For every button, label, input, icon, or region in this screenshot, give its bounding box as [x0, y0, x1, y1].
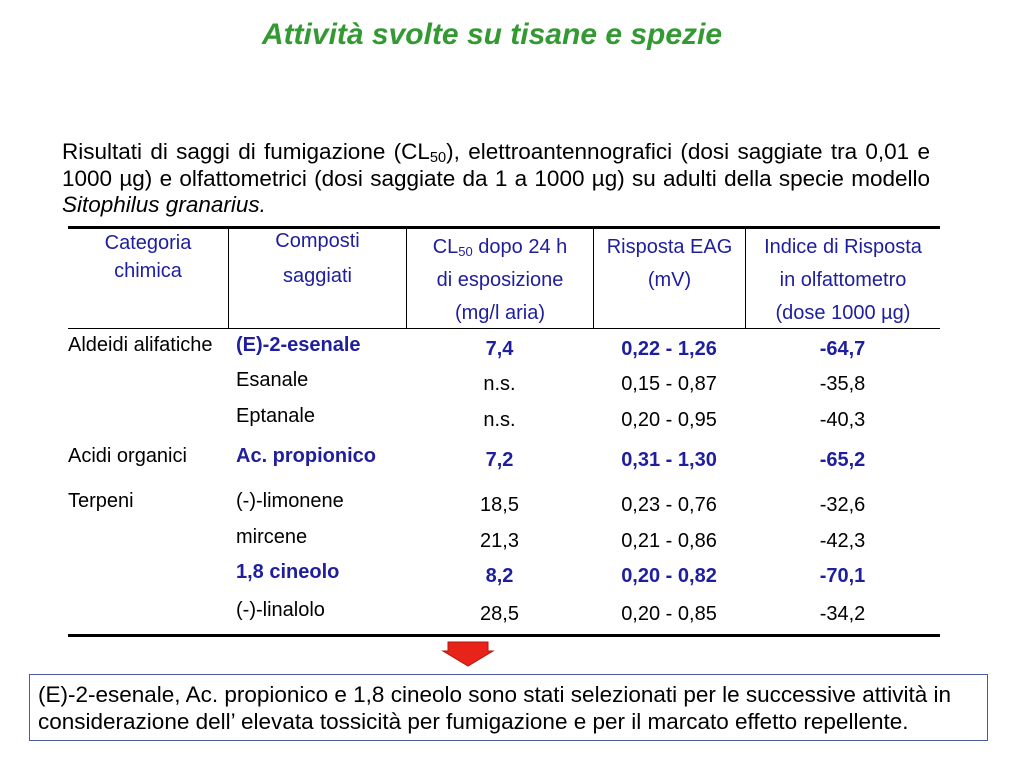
intro-text: ), elettroantennografici (dosi saggiate tra 0,01 e: [446, 139, 930, 164]
category-cell: Aldeidi alifatiche: [68, 334, 213, 356]
lc50-cell: 7,4: [485, 338, 514, 360]
table-row: [68, 364, 940, 400]
compound-cell: Esanale: [236, 369, 309, 391]
compound-cell: mircene: [236, 526, 308, 548]
compound-cell: Eptanale: [236, 405, 315, 427]
category-cell: [68, 400, 228, 440]
intro-line: [62, 139, 930, 166]
eag-cell: 0,31 - 1,30: [621, 449, 717, 471]
eag-cell: 0,20 - 0,85: [621, 603, 717, 625]
header-compounds: [228, 229, 406, 328]
eag-cell: 0,23 - 0,76: [621, 494, 717, 516]
eag-cell: 0,15 - 0,87: [621, 373, 717, 395]
category-cell: Terpeni: [68, 490, 134, 512]
compound-cell: (-)-limonene: [236, 490, 344, 512]
olfactometer-index-cell: -32,6: [819, 494, 866, 516]
header-line: (mg/l aria): [454, 301, 545, 324]
eag-cell: 0,21 - 0,86: [621, 530, 717, 552]
intro-line: 1000 µg) e olfattometrici (dosi saggiate da 1 a 1000 µg) su adulti della specie modello: [62, 165, 930, 191]
table-row: [68, 485, 940, 521]
results-table: [68, 226, 940, 637]
table-row: [68, 329, 940, 364]
header-line: [407, 231, 593, 264]
slide-title: Attività svolte su tisane e spezie: [261, 18, 723, 51]
category-cell: Acidi organici: [68, 445, 187, 467]
table-header-row: [68, 229, 940, 329]
header-line: (dose 1000 µg): [775, 301, 911, 324]
lc50-cell: 8,2: [485, 565, 514, 587]
header-line: Composti: [275, 230, 360, 252]
header-line: saggiati: [283, 265, 352, 287]
species-name: Sitophilus granarius.: [62, 192, 266, 217]
header-line: in olfattometro: [779, 268, 907, 291]
olfactometer-index-cell: -65,2: [819, 449, 866, 471]
intro-paragraph: [62, 139, 930, 219]
table-row: [68, 440, 940, 485]
header-category: [68, 229, 228, 328]
compound-cell: 1,8 cineolo: [236, 561, 340, 583]
lc50-cell: 7,2: [485, 449, 514, 471]
olfactometer-index-cell: -64,7: [819, 338, 866, 360]
conclusion-line: (E)-2-esenale, Ac. propionico e 1,8 cineolo sono stati selezionati per le successive attività in: [38, 682, 951, 707]
compound-cell: (-)-linalolo: [236, 599, 325, 621]
eag-cell: 0,20 - 0,82: [621, 565, 717, 587]
down-arrow-icon: [441, 641, 495, 667]
table-row: [68, 594, 940, 634]
olfactometer-index-cell: -70,1: [819, 565, 866, 587]
olfactometer-index-cell: -40,3: [819, 409, 866, 431]
header-line: di esposizione: [436, 268, 564, 291]
lc50-subscript: 50: [458, 243, 473, 259]
conclusion-line: considerazione dell’ elevata tossicità per fumigazione e per il marcato effetto repellente.: [38, 709, 909, 734]
olfactometer-index-cell: -35,8: [819, 373, 866, 395]
lc50-cell: 21,3: [480, 530, 519, 552]
lc50-cell: n.s.: [483, 373, 516, 395]
header-line: chimica: [114, 260, 182, 282]
lc50-subscript: 50: [429, 150, 447, 167]
header-line: Risposta EAG: [606, 235, 733, 258]
header-eag: [593, 229, 745, 328]
table-row: [68, 400, 940, 440]
intro-text: Risultati di saggi di fumigazione (CL: [62, 139, 430, 164]
category-cell: [68, 556, 228, 594]
compound-cell: (E)-2-esenale: [236, 334, 361, 356]
header-line: (mV): [647, 268, 692, 291]
header-line: Indice di Risposta: [764, 235, 922, 258]
compound-cell: Ac. propionico: [236, 445, 376, 467]
olfactometer-index-cell: -34,2: [819, 603, 866, 625]
header-text: [229, 229, 406, 294]
header-text: dopo 24 h: [472, 235, 568, 258]
header-lc50: [406, 229, 593, 328]
lc50-cell: 28,5: [480, 603, 519, 625]
table-row: [68, 521, 940, 556]
category-cell: [68, 364, 228, 400]
lc50-cell: n.s.: [483, 409, 516, 431]
table-row: [68, 556, 940, 594]
conclusion-box: [29, 674, 988, 741]
olfactometer-index-cell: -42,3: [819, 530, 866, 552]
eag-cell: 0,22 - 1,26: [621, 338, 717, 360]
category-cell: [68, 521, 228, 556]
header-line: Categoria: [104, 232, 192, 254]
category-cell: [68, 594, 228, 634]
header-olfactometer: [745, 229, 940, 328]
eag-cell: 0,20 - 0,95: [621, 409, 717, 431]
header-text: CL: [432, 235, 459, 258]
lc50-cell: 18,5: [480, 494, 519, 516]
